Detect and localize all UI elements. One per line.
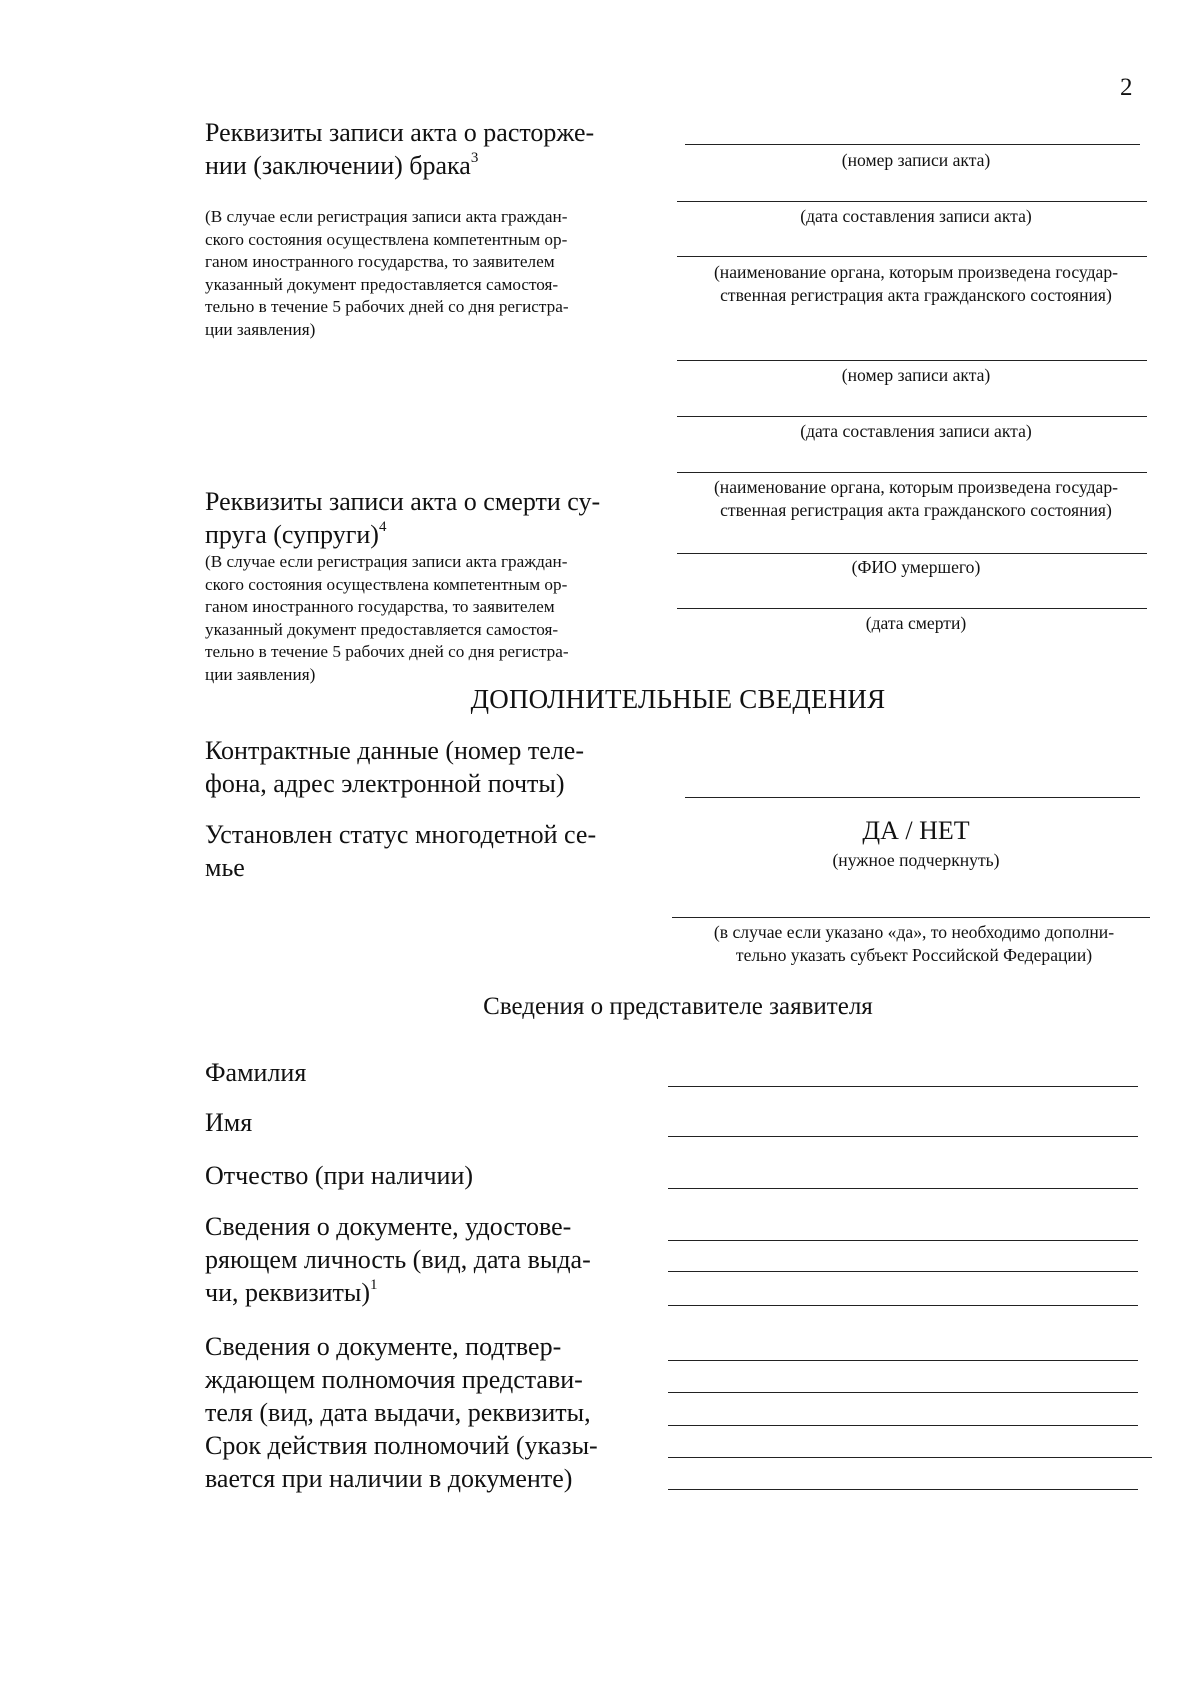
authority-caption-2	[672, 476, 1160, 522]
region-hint-line: тельно указать субъект Российской Федерации)	[735, 945, 1093, 965]
id-document-label-line: ряющем личность (вид, дата выда-	[205, 1245, 591, 1274]
region-hint-line: (в случае если указано «да», то необходимо дополни-	[713, 922, 1115, 942]
death-record-title	[205, 485, 650, 551]
id-document-label-line: чи, реквизиты)$^1$	[205, 1277, 378, 1307]
id-document-field-2[interactable]	[668, 1271, 1138, 1272]
note-line: ганом иностранного государства, то заявителем	[205, 252, 555, 271]
note-line: ции заявления)	[205, 664, 316, 684]
note-line: ского состояния осуществлена компетентным ор-	[205, 574, 568, 594]
contacts-field[interactable]	[685, 797, 1140, 798]
death-date-field[interactable]	[677, 608, 1147, 609]
authority-document-label-line: вается при наличии в документе)	[205, 1464, 573, 1493]
patronymic-field[interactable]	[668, 1188, 1138, 1189]
authority-document-field-3[interactable]	[668, 1425, 1138, 1426]
note-line: указанный документ предоставляется самостоя-	[205, 619, 559, 639]
region-field[interactable]	[672, 917, 1150, 918]
record-number-field-1[interactable]	[685, 144, 1140, 145]
contacts-label	[205, 734, 650, 800]
record-date-caption-1: (дата составления записи акта)	[800, 206, 1032, 226]
large-family-label	[205, 818, 650, 884]
authority-document-field-5[interactable]	[668, 1489, 1138, 1490]
death-title-line2: пруга (супруги)$^4$	[205, 519, 387, 549]
name-label: Имя	[205, 1108, 253, 1137]
note-line: ганом иностранного государства, то заявителем	[205, 597, 555, 616]
record-number-caption-2: (номер записи акта)	[841, 365, 991, 385]
contacts-label-line: фона, адрес электронной почты)	[205, 769, 565, 798]
marriage-record-note	[205, 206, 650, 341]
record-date-caption-2: (дата составления записи акта)	[800, 421, 1032, 441]
representative-heading: Сведения о представителе заявителя	[483, 993, 873, 1020]
large-family-label-line: мье	[205, 853, 245, 882]
note-line: ции заявления)	[205, 319, 316, 339]
death-date-caption: (дата смерти)	[865, 613, 967, 633]
yes-no-choice[interactable]: ДА / НЕТ	[862, 816, 970, 845]
authority-document-field-1[interactable]	[668, 1360, 1138, 1361]
authority-document-label	[205, 1330, 650, 1495]
page-number: 2	[1120, 74, 1133, 101]
authority-document-label-line: ждающем полномочия представи-	[205, 1365, 583, 1394]
marriage-record-title	[205, 116, 650, 182]
marriage-title-line2: нии (заключении) брака$^3$	[205, 150, 479, 180]
id-document-field-1[interactable]	[668, 1240, 1138, 1241]
additional-info-heading: ДОПОЛНИТЕЛЬНЫЕ СВЕДЕНИЯ	[470, 684, 886, 714]
footnote-ref-3: 3	[470, 150, 479, 167]
record-number-field-2[interactable]	[677, 360, 1147, 361]
region-hint	[668, 921, 1160, 967]
authority-document-label-line: теля (вид, дата выдачи, реквизиты,	[205, 1398, 591, 1427]
large-family-label-line: Установлен статус многодетной се-	[205, 820, 597, 849]
note-line: (В случае если регистрация записи акта граждан-	[205, 552, 568, 571]
patronymic-label: Отчество (при наличии)	[205, 1161, 474, 1190]
name-field[interactable]	[668, 1136, 1138, 1137]
record-date-field-1[interactable]	[677, 201, 1147, 202]
authority-document-field-2[interactable]	[668, 1392, 1138, 1393]
note-line: тельно в течение 5 рабочих дней со дня регистра-	[205, 297, 569, 316]
note-line: (В случае если регистрация записи акта граждан-	[205, 207, 568, 226]
note-line: указанный документ предоставляется самостоя-	[205, 274, 559, 294]
underline-hint: (нужное подчеркнуть)	[832, 850, 1000, 870]
note-line: тельно в течение 5 рабочих дней со дня регистра-	[205, 642, 569, 661]
id-document-field-3[interactable]	[668, 1305, 1138, 1306]
marriage-title-line1: Реквизиты записи акта о расторже-	[205, 118, 595, 147]
death-record-note	[205, 551, 650, 686]
deceased-name-field[interactable]	[677, 553, 1147, 554]
authority-field-2[interactable]	[677, 472, 1147, 473]
surname-label: Фамилия	[205, 1058, 307, 1087]
authority-document-label-line: Срок действия полномочий (указы-	[205, 1431, 598, 1460]
contacts-label-line: Контрактные данные (номер теле-	[205, 736, 585, 765]
id-document-label-line: Сведения о документе, удостове-	[205, 1212, 572, 1241]
authority-caption-line: ственная регистрация акта гражданского состояния)	[720, 285, 1112, 305]
record-number-caption-1: (номер записи акта)	[841, 150, 991, 170]
authority-document-field-4[interactable]	[668, 1457, 1152, 1458]
footnote-ref-4: 4	[378, 519, 387, 536]
deceased-name-caption: (ФИО умершего)	[851, 557, 981, 577]
authority-caption-1	[672, 261, 1160, 307]
death-title-line1: Реквизиты записи акта о смерти су-	[205, 487, 601, 516]
authority-document-label-line: Сведения о документе, подтвер-	[205, 1332, 562, 1361]
id-document-label	[205, 1210, 650, 1309]
note-line: ского состояния осуществлена компетентным ор-	[205, 229, 568, 249]
record-date-field-2[interactable]	[677, 416, 1147, 417]
footnote-ref-1: 1	[370, 1277, 378, 1294]
surname-field[interactable]	[668, 1086, 1138, 1087]
authority-field-1[interactable]	[677, 256, 1147, 257]
authority-caption-line: (наименование органа, которым произведена государ-	[713, 477, 1119, 497]
authority-caption-line: (наименование органа, которым произведена государ-	[713, 262, 1119, 282]
authority-caption-line: ственная регистрация акта гражданского состояния)	[720, 500, 1112, 520]
